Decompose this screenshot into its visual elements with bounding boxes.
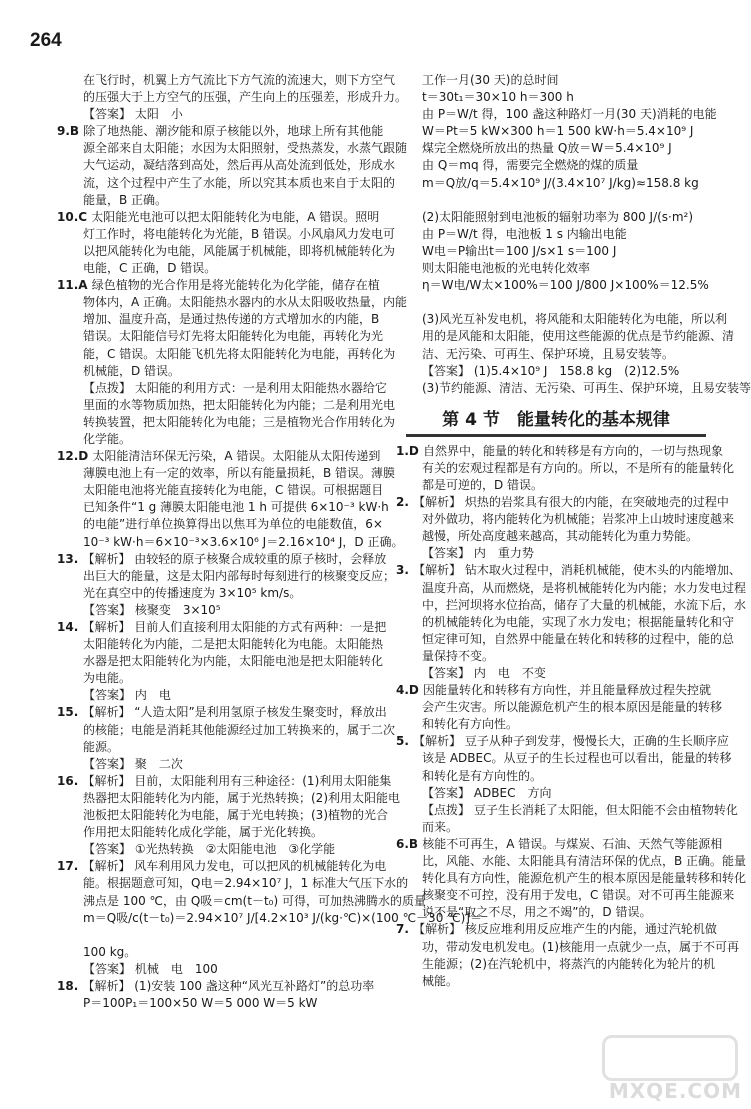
text-line (57, 653, 385, 670)
text-line (57, 961, 385, 978)
line-text: W＝Pt＝5 kW×300 h＝1 500 kW·h＝5.4×10⁹ J (422, 124, 694, 139)
right-column (396, 72, 751, 990)
text-line (57, 482, 385, 499)
text-line (57, 841, 385, 858)
line-text: 能，C 错误。太阳能飞机先将太阳能转化为电能，再转化为 (83, 346, 396, 361)
right-column-top (396, 72, 751, 397)
text-line (57, 431, 385, 448)
line-text: 薄膜电池上有一定的效率，所以有能量损耗，B 错误。薄膜 (83, 466, 396, 481)
line-text: 【解析】 目前人们直接利用太阳能的方式有两种：一是把 (82, 620, 387, 634)
line-text: 能量，B 正确。 (83, 192, 168, 207)
right-column-bottom (396, 443, 747, 990)
text-line (396, 768, 716, 785)
line-text: 以把风能转化为电能，风能属于机械能，即将机械能转化为 (83, 243, 396, 258)
text-line (396, 363, 716, 380)
line-text: W电＝P输出t＝100 J/s×1 s＝100 J (422, 243, 617, 258)
question-number: 14. (57, 620, 83, 634)
text-line (57, 192, 385, 209)
line-text: 沸点是 100 ℃，由 Q吸＝cm(t－t₀) 可得，可加热沸腾水的质量 (83, 893, 426, 908)
text-line (57, 636, 385, 653)
text-line (57, 175, 396, 192)
text-line (396, 545, 716, 562)
text-line (57, 380, 385, 397)
text-line (396, 157, 716, 174)
line-text: 已知条件“1 g 薄膜太阳能电池 1 h 可提供 6×10⁻³ kW·h (83, 500, 389, 515)
line-text: 【答案】 ADBEC 方向 (422, 785, 552, 800)
line-text: 水器是把太阳能转化为内能，太阳能电池是把太阳能转化 (83, 654, 384, 669)
text-line (396, 750, 732, 767)
text-line (396, 648, 716, 665)
line-text: 太阳能转化为内能，二是把太阳能转化为电能。太阳能热 (83, 637, 384, 652)
line-text: 热器把太阳能转化为内能，属于光热转换；(2)利用太阳能电 (83, 790, 401, 805)
text-line (57, 209, 385, 226)
text-line (396, 328, 735, 345)
question-number: 4.D (396, 683, 424, 698)
text-line (57, 516, 385, 533)
text-line (57, 294, 408, 311)
line-text: 100 kg。 (83, 944, 137, 959)
question-number: 16. (57, 773, 83, 788)
line-text: 【答案】 内 重力势 (422, 546, 534, 561)
text-line (396, 973, 716, 990)
text-line (396, 528, 716, 545)
text-line (57, 123, 385, 140)
question-number: 9.B (57, 124, 84, 139)
text-line (396, 494, 729, 511)
question-number: 12.D (57, 449, 93, 464)
line-text: 和转化有方向性。 (422, 717, 519, 732)
text-line (396, 311, 728, 328)
text-line (57, 704, 385, 721)
text-line (57, 499, 389, 516)
text-line (57, 157, 396, 174)
text-line (396, 243, 716, 260)
text-line (396, 921, 716, 938)
page-number: 264 (30, 30, 62, 51)
question-number: 15. (57, 705, 83, 720)
text-line (396, 294, 716, 311)
line-text: 【解析】 风车利用风力发电，可以把风的机械能转化为电 (82, 859, 387, 874)
text-line (57, 140, 408, 157)
line-text: 则太阳能电池板的光电转化效率 (422, 261, 591, 276)
text-line (57, 875, 409, 892)
text-line (396, 89, 716, 106)
line-text: 里面的水等物质加热，把太阳能转化为内能；二是利用光电 (83, 397, 396, 412)
line-text: 机械能，D 错误。 (83, 363, 181, 378)
text-line (396, 580, 747, 597)
text-line (57, 551, 385, 568)
watermark (592, 1033, 742, 1103)
text-line (57, 226, 396, 243)
text-line (396, 72, 716, 89)
line-text: 太阳能电池将光能直接转化为电能，C 错误。可根据题目 (83, 483, 384, 498)
line-text: (3)节约能源、清洁、无污染、可再生、保护环境，且易安装等 (422, 380, 751, 395)
line-text: 【答案】 ①光热转换 ②太阳能电池 ③化学能 (83, 842, 336, 857)
line-text: 的压强大于上方空气的压强，产生向上的压强差，形成升力。 (83, 90, 408, 105)
line-text: 源全部来自太阳能；水因为太阳照射，受热蒸发，水蒸气跟随 (83, 141, 408, 156)
line-text: 比，风能、水能、太阳能具有清洁环保的优点，B 正确。能量 (422, 854, 747, 869)
line-text: 核聚变不可控，没有用于发电，C 错误。对不可再生能源来 (422, 888, 735, 903)
text-line (57, 311, 385, 328)
line-text: 错误。太阳能信号灯先将太阳能转化为电能，再转化为光 (83, 329, 384, 344)
text-line (57, 790, 401, 807)
line-text: 绿色植物的光合作用是将光能转化为化学能，储存在植 (91, 278, 380, 293)
line-text: 【点拨】 太阳能的利用方式：一是利用太阳能热水器给它 (83, 380, 387, 395)
text-line (57, 448, 385, 465)
line-text: 能源。 (83, 739, 120, 754)
text-line (396, 380, 751, 397)
line-text: 作用把太阳能转化成化学能，属于光化转换。 (83, 825, 324, 840)
text-line (57, 363, 385, 380)
question-number: 1.D (396, 443, 424, 458)
line-text: 转化具有方向性，能源危机产生的根本原因是能量转移和转化 (422, 871, 747, 886)
text-line (57, 858, 385, 875)
line-text: 【答案】 聚 二次 (83, 756, 183, 771)
text-line (57, 346, 396, 363)
line-text: 械能。 (422, 973, 459, 988)
text-line (57, 978, 385, 995)
text-line (396, 175, 716, 192)
line-text: 太阳能清洁环保无污染，A 错误。太阳能从太阳传递到 (92, 449, 381, 464)
text-line (57, 995, 385, 1012)
line-text: 洁、无污染、可再生、保护环境，且易安装等。 (422, 346, 675, 361)
text-line (396, 260, 716, 277)
text-line (57, 807, 389, 824)
text-line (396, 192, 716, 209)
line-text: 由 P＝W/t 得，电池板 1 s 内输出电能 (422, 226, 627, 241)
text-line (396, 904, 716, 921)
text-line (396, 733, 729, 750)
line-text: (2)太阳能照射到电池板的辐射功率为 800 J/(s·m²) (422, 209, 694, 224)
line-text: 和转化是有方向性的。 (422, 768, 543, 783)
text-line (57, 722, 396, 739)
text-line (57, 397, 396, 414)
line-text: 中，拦河坝将水位抬高，储存了大量的机械能，水流下后，水 (422, 597, 747, 612)
text-line (396, 836, 723, 853)
text-line (57, 619, 385, 636)
text-line (396, 614, 735, 631)
line-text: 工作一月(30 天)的总时间 (422, 73, 559, 87)
text-line (396, 562, 741, 579)
text-line (396, 870, 747, 887)
line-text: 【答案】 核聚变 3×10⁵ (83, 602, 221, 617)
text-line (57, 277, 385, 294)
line-text: 【解析】 目前，太阳能利用有三种途径：(1)利用太阳能集 (82, 773, 392, 788)
line-text: 温度升高，从而燃烧，是将机械能转化为内能；水力发电过程 (422, 580, 747, 595)
line-text: 有关的宏观过程都是有方向的。所以，不是所有的能量转化 (422, 460, 735, 475)
line-text: 会产生灾害。所以能源危机产生的根本原因是能量的转移 (422, 700, 723, 715)
text-line (396, 443, 724, 460)
line-text: 功，带动发电机发电。(1)核能用一点就少一点，属于不可再 (422, 939, 740, 954)
line-text: 【解析】 炽热的岩浆具有很大的内能，在突破地壳的过程中 (413, 495, 729, 510)
line-text: 电能，C 正确，D 错误。 (83, 261, 217, 276)
line-text: 量保持不变。 (422, 648, 495, 663)
text-line (57, 756, 385, 773)
text-line (57, 414, 396, 431)
line-text: 【解析】 (1)安装 100 盏这种“风光互补路灯”的总功率 (82, 978, 375, 993)
text-line (396, 853, 747, 870)
watermark-logo (602, 1035, 738, 1081)
line-text: 增加、温度升高，是通过热传递的方式增加水的内能，B (83, 312, 380, 327)
question-number: 5. (396, 734, 414, 749)
line-text: 而来。 (422, 819, 459, 834)
line-text: 在飞行时，机翼上方气流比下方气流的流速大，则下方空气 (83, 73, 396, 87)
line-text: 出巨大的能量，这是太阳内部每时每刻进行的核聚变反应； (83, 568, 396, 583)
line-text: 【解析】 钻木取火过程中，消耗机械能，使木头的内能增加、 (413, 563, 741, 578)
line-text: 【答案】 (1)5.4×10⁹ J 158.8 kg (2)12.5% (422, 363, 680, 378)
line-text: 【解析】 由较轻的原子核聚合成较重的原子核时，会释放 (82, 551, 387, 566)
line-text: 恒定律可知，自然界中能量在转化和转移的过程中，能的总 (422, 631, 735, 646)
line-text: 越慢，所处高度越来越高，其动能转化为重力势能。 (422, 529, 699, 544)
question-number: 18. (57, 978, 83, 993)
text-line (396, 802, 738, 819)
text-line (57, 739, 385, 756)
text-line (57, 824, 385, 841)
text-line (57, 910, 482, 927)
text-line (57, 260, 385, 277)
text-line (396, 597, 747, 614)
line-text: 生能源；(2)在汽轮机中，将蒸汽的内能转化为轮片的机 (422, 956, 716, 971)
line-text: 【解析】 核反应堆利用反应堆产生的内能，通过汽轮机做 (413, 922, 717, 937)
text-line (57, 944, 385, 961)
line-text: 流，这个过程中产生了水能，所以究其本质也来自于太阳的 (83, 175, 396, 190)
text-line (396, 106, 716, 123)
line-text: 太阳能光电池可以把太阳能转化为电能，A 错误。照明 (91, 209, 380, 224)
text-line (57, 568, 396, 585)
line-text: 转换装置，把太阳能转化为电能；三是植物光合作用转化为 (83, 414, 396, 429)
line-text: 由 P＝W/t 得，100 盏这种路灯一月(30 天)消耗的电能 (422, 107, 717, 122)
line-text: m＝Q吸/c(t－t₀)＝2.94×10⁷ J/[4.2×10³ J/(kg·℃)×(100 ℃－30 ℃)]＝ (83, 910, 482, 925)
line-text: 【解析】 豆子从种子到发芽，慢慢长大，正确的生长顺序应 (413, 734, 729, 749)
question-number: 2. (396, 495, 414, 510)
question-number: 3. (396, 563, 414, 578)
text-line (396, 631, 735, 648)
line-text: 光在真空中的传播速度为 3×10⁵ km/s。 (83, 585, 302, 600)
line-text: 池板把太阳能转化为电能，属于光电转换；(3)植物的光合 (83, 808, 389, 823)
text-line (57, 585, 385, 602)
line-text: 自然界中，能量的转化和转移是有方向的，一切与热现象 (423, 443, 724, 458)
line-text: 的核能；电能是消耗其他能源经过加工转换来的，属于二次 (83, 722, 396, 737)
line-text: 除了地热能、潮汐能和原子核能以外，地球上所有其他能 (83, 124, 384, 139)
line-text: 煤完全燃烧所放出的热量 Q放＝W＝5.4×10⁹ J (422, 141, 672, 156)
line-text: 说不是“取之不尽，用之不竭”的，D 错误。 (422, 905, 652, 920)
question-number: 7. (396, 922, 414, 937)
text-line (396, 209, 716, 226)
text-line (57, 465, 396, 482)
line-text: 该是 ADBEC。从豆子的生长过程也可以看出，能量的转移 (422, 751, 732, 766)
question-number: 11.A (57, 278, 92, 293)
text-line (396, 123, 716, 140)
line-text: 【答案】 内 电 (83, 688, 171, 703)
text-line (57, 72, 396, 89)
text-line (57, 893, 426, 910)
line-text: 化学能。 (83, 431, 132, 446)
section-title: 第 4 节 能量转化的基本规律 (396, 405, 716, 435)
line-text: 对外做功，将内能转化为机械能；岩浆冲上山坡时速度越来 (422, 512, 735, 527)
line-text: 因能量转化和转移有方向性，并且能量释放过程失控就 (423, 683, 712, 698)
text-line (396, 226, 716, 243)
line-text: 【点拨】 豆子生长消耗了太阳能，但太阳能不会由植物转化 (422, 802, 738, 817)
text-line (396, 716, 716, 733)
text-line (57, 106, 385, 123)
question-number: 10.C (57, 209, 92, 224)
text-line (57, 670, 385, 687)
text-line (57, 927, 385, 944)
question-number: 6.B (396, 836, 423, 851)
text-line (57, 534, 404, 551)
question-number: 17. (57, 859, 83, 874)
text-line (57, 243, 396, 260)
line-text: 由 Q＝mq 得，需要完全燃烧的煤的质量 (422, 158, 639, 173)
text-line (396, 477, 716, 494)
line-text: P＝100P₁＝100×50 W＝5 000 W＝5 kW (83, 996, 318, 1011)
line-text: 【答案】 机械 电 100 (83, 961, 218, 976)
line-text: 【解析】 “人造太阳”是利用氢原子核发生聚变时，释放出 (82, 705, 387, 720)
line-text: 都是可逆的，D 错误。 (422, 477, 544, 492)
line-text: 能。根据题意可知，Q电＝2.94×10⁷ J，1 标准大气压下水的 (83, 876, 409, 891)
text-line (396, 819, 716, 836)
question-number: 13. (57, 551, 83, 566)
text-line (57, 328, 385, 345)
text-line (57, 773, 392, 790)
line-text: 10⁻³ kW·h＝6×10⁻³×3.6×10⁶ J＝2.16×10⁴ J，D 正确。 (83, 534, 404, 549)
text-line (57, 89, 408, 106)
line-text: t＝30t₁＝30×10 h＝300 h (422, 90, 574, 105)
text-line (396, 277, 716, 294)
watermark-text: MXQE.COM (608, 1079, 742, 1103)
text-line (396, 140, 716, 157)
line-text: 大气运动，凝结落到高处，然后再从高处流到低处，形成水 (83, 158, 396, 173)
line-text: 灯工作时，将电能转化为光能，B 错误。小风扇风力发电可 (83, 226, 396, 241)
line-text: 核能不可再生，A 错误。与煤炭、石油、天然气等能源相 (422, 836, 723, 851)
line-text: 【答案】 太阳 小 (83, 107, 183, 122)
line-text: m＝Q放/q＝5.4×10⁹ J/(3.4×10⁷ J/kg)≈158.8 kg (422, 175, 699, 190)
text-line (396, 785, 716, 802)
line-text: 的机械能转化为电能，实现了水力发电；根据能量转化和守 (422, 614, 735, 629)
text-line (57, 687, 385, 704)
text-line (396, 346, 716, 363)
line-text: 的电能”进行单位换算得出以焦耳为单位的电能数值，6× (83, 517, 383, 532)
line-text: 物体内，A 正确。太阳能热水器内的水从太阳吸收热量，内能 (83, 295, 408, 310)
text-line (396, 511, 735, 528)
text-line (396, 460, 735, 477)
line-text: 【答案】 内 电 不变 (422, 666, 546, 680)
text-line (396, 682, 716, 699)
text-line (396, 699, 723, 716)
text-line (396, 939, 740, 956)
text-line (396, 665, 716, 682)
line-text: η＝W电/W太×100%＝100 J/800 J×100%＝12.5% (422, 278, 709, 293)
line-text: 为电能。 (83, 671, 132, 686)
text-line (57, 602, 385, 619)
text-line (396, 887, 735, 904)
text-line (396, 956, 716, 973)
line-text: 用的是风能和太阳能，使用这些能源的优点是节约能源、清 (422, 329, 735, 344)
line-text: (3)风光互补发电机，将风能和太阳能转化为电能，所以利 (422, 312, 728, 327)
